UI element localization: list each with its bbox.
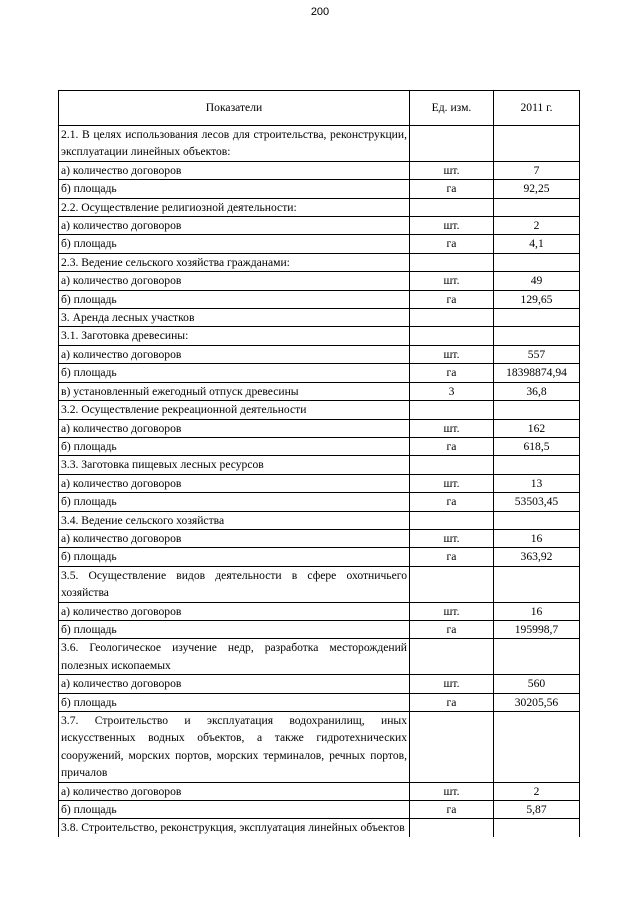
table-row [59, 382, 580, 400]
row-value: 30205,56 [494, 693, 580, 711]
row-value: 363,92 [494, 548, 580, 566]
row-unit [410, 198, 494, 216]
row-value [494, 712, 580, 783]
row-unit: га [410, 493, 494, 511]
table-row [59, 819, 580, 837]
row-label: б) площадь [59, 493, 410, 511]
table-row [59, 602, 580, 620]
row-label: а) количество договоров [59, 419, 410, 437]
table-row [59, 566, 580, 602]
row-label: б) площадь [59, 235, 410, 253]
row-value: 2 [494, 217, 580, 235]
row-unit: шт. [410, 161, 494, 179]
table-row [59, 272, 580, 290]
row-value [494, 253, 580, 271]
row-unit: га [410, 693, 494, 711]
row-value: 92,25 [494, 180, 580, 198]
row-unit [410, 712, 494, 783]
row-value [494, 327, 580, 345]
row-label: а) количество договоров [59, 161, 410, 179]
row-label: б) площадь [59, 548, 410, 566]
row-value: 18398874,94 [494, 364, 580, 382]
row-value [494, 639, 580, 675]
row-value: 4,1 [494, 235, 580, 253]
row-label: а) количество договоров [59, 474, 410, 492]
row-value [494, 819, 580, 837]
row-value [494, 566, 580, 602]
row-unit: шт. [410, 419, 494, 437]
table-row [59, 161, 580, 179]
row-label: 3.7. Строительство и эксплуатация водохранилищ, иных искусственных водных объектов, а также гидротехнических сооружений, морских портов, морских терминалов, речных портов, причалов [59, 712, 410, 783]
table-row [59, 217, 580, 235]
table-row [59, 801, 580, 819]
table-row [59, 126, 580, 162]
header-indicator: Показатели [59, 91, 410, 126]
row-unit: га [410, 620, 494, 638]
row-value [494, 126, 580, 162]
row-unit [410, 401, 494, 419]
row-unit [410, 309, 494, 327]
table-row [59, 548, 580, 566]
row-label: б) площадь [59, 180, 410, 198]
row-label: в) установленный ежегодный отпуск древесины [59, 382, 410, 400]
table-row [59, 511, 580, 529]
row-label: а) количество договоров [59, 217, 410, 235]
row-label: б) площадь [59, 364, 410, 382]
row-label: 2.1. В целях использования лесов для строительства, реконструкции, эксплуатации линейных объектов: [59, 126, 410, 162]
row-unit [410, 126, 494, 162]
row-label: а) количество договоров [59, 529, 410, 547]
row-value: 49 [494, 272, 580, 290]
row-value [494, 401, 580, 419]
row-label: 3.6. Геологическое изучение недр, разработка месторождений полезных ископаемых [59, 639, 410, 675]
row-value: 129,65 [494, 290, 580, 308]
row-unit: шт. [410, 782, 494, 800]
row-value [494, 511, 580, 529]
row-unit [410, 327, 494, 345]
row-label: б) площадь [59, 801, 410, 819]
row-label: а) количество договоров [59, 675, 410, 693]
row-label: 3. Аренда лесных участков [59, 309, 410, 327]
row-label: 2.2. Осуществление религиозной деятельности: [59, 198, 410, 216]
row-unit: га [410, 548, 494, 566]
table-row [59, 693, 580, 711]
row-unit: га [410, 180, 494, 198]
table-row [59, 474, 580, 492]
row-label: 3.8. Строительство, реконструкция, эксплуатация линейных объектов [59, 819, 410, 837]
row-value [494, 309, 580, 327]
table-row [59, 290, 580, 308]
table-row [59, 620, 580, 638]
row-unit: га [410, 437, 494, 455]
table-row [59, 327, 580, 345]
row-label: а) количество договоров [59, 782, 410, 800]
table-row [59, 419, 580, 437]
row-label: 3.4. Ведение сельского хозяйства [59, 511, 410, 529]
row-label: б) площадь [59, 693, 410, 711]
row-value: 162 [494, 419, 580, 437]
row-unit [410, 566, 494, 602]
row-unit: га [410, 235, 494, 253]
table-header-row [59, 91, 580, 126]
table-row [59, 235, 580, 253]
row-value: 2 [494, 782, 580, 800]
table-row [59, 712, 580, 783]
row-label: б) площадь [59, 290, 410, 308]
table-row [59, 782, 580, 800]
table-row [59, 493, 580, 511]
table-row [59, 639, 580, 675]
row-label: 3.1. Заготовка древесины: [59, 327, 410, 345]
row-value: 36,8 [494, 382, 580, 400]
row-label: а) количество договоров [59, 272, 410, 290]
row-label: б) площадь [59, 620, 410, 638]
row-value: 557 [494, 345, 580, 363]
row-unit: га [410, 801, 494, 819]
row-value [494, 456, 580, 474]
table-row [59, 180, 580, 198]
row-unit: шт. [410, 602, 494, 620]
row-value [494, 198, 580, 216]
row-value: 16 [494, 529, 580, 547]
row-unit: шт. [410, 345, 494, 363]
table-row [59, 364, 580, 382]
row-label: 3.2. Осуществление рекреационной деятельности [59, 401, 410, 419]
row-unit: 3 [410, 382, 494, 400]
row-value: 5,87 [494, 801, 580, 819]
header-year: 2011 г. [494, 91, 580, 126]
section-header-row [59, 309, 580, 327]
row-unit [410, 819, 494, 837]
table-row [59, 253, 580, 271]
row-unit [410, 253, 494, 271]
row-unit: шт. [410, 529, 494, 547]
row-unit [410, 639, 494, 675]
row-label: а) количество договоров [59, 345, 410, 363]
row-unit: шт. [410, 217, 494, 235]
row-value: 618,5 [494, 437, 580, 455]
header-unit: Ед. изм. [410, 91, 494, 126]
table-row [59, 456, 580, 474]
row-value: 195998,7 [494, 620, 580, 638]
table-row [59, 198, 580, 216]
row-value: 16 [494, 602, 580, 620]
row-unit [410, 511, 494, 529]
row-label: а) количество договоров [59, 602, 410, 620]
row-unit: шт. [410, 675, 494, 693]
row-label: 3.5. Осуществление видов деятельности в сфере охотничьего хозяйства [59, 566, 410, 602]
row-unit: га [410, 364, 494, 382]
table-row [59, 675, 580, 693]
row-label: б) площадь [59, 437, 410, 455]
row-value: 13 [494, 474, 580, 492]
table-body [59, 126, 580, 837]
table-row [59, 437, 580, 455]
table-row [59, 401, 580, 419]
row-unit [410, 456, 494, 474]
row-label: 2.3. Ведение сельского хозяйства гражданами: [59, 253, 410, 271]
row-unit: шт. [410, 474, 494, 492]
row-value: 7 [494, 161, 580, 179]
row-value: 53503,45 [494, 493, 580, 511]
row-label: 3.3. Заготовка пищевых лесных ресурсов [59, 456, 410, 474]
table-row [59, 529, 580, 547]
statistics-table [58, 90, 580, 837]
row-unit: га [410, 290, 494, 308]
row-unit: шт. [410, 272, 494, 290]
table-row [59, 345, 580, 363]
page-number: 200 [310, 6, 330, 18]
row-value: 560 [494, 675, 580, 693]
